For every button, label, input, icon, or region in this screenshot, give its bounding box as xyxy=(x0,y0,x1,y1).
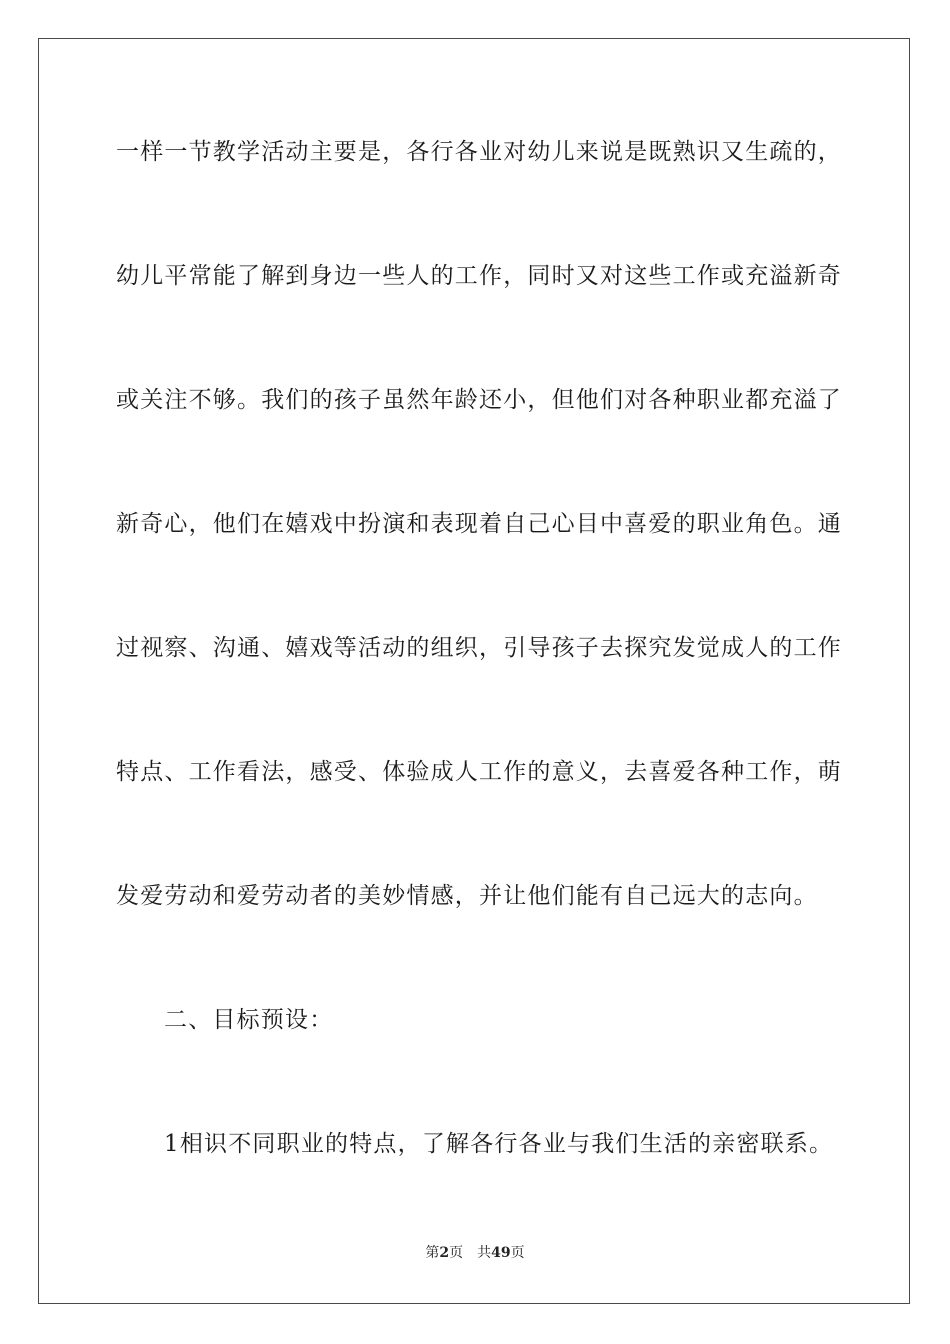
body-line-4: 新奇心，他们在嬉戏中扮演和表现着自己心目中喜爱的职业角色。通 xyxy=(116,511,842,537)
page-footer xyxy=(0,1244,950,1262)
page-frame xyxy=(38,38,910,1304)
page-suffix: 页 xyxy=(510,1245,525,1261)
body-line-7: 发爱劳动和爱劳动者的美妙情感，并让他们能有自己远大的志向。 xyxy=(116,883,818,909)
body-line-6: 特点、工作看法，感受、体验成人工作的意义，去喜爱各种工作，萌 xyxy=(116,759,842,785)
section-heading: 二、目标预设： xyxy=(164,1007,334,1033)
body-line-1: 一样一节教学活动主要是，各行各业对幼儿来说是既熟识又生疏的， xyxy=(116,139,842,165)
body-line-3: 或关注不够。我们的孩子虽然年龄还小，但他们对各种职业都充溢了 xyxy=(116,387,842,413)
page-mid: 页 共 xyxy=(449,1245,492,1261)
page-total: 49 xyxy=(491,1245,511,1261)
page-current: 2 xyxy=(439,1245,450,1261)
body-line-5: 过视察、沟通、嬉戏等活动的组织，引导孩子去探究发觉成人的工作 xyxy=(116,635,842,661)
body-line-2: 幼儿平常能了解到身边一些人的工作，同时又对这些工作或充溢新奇 xyxy=(116,263,842,289)
goal-item-1: 1相识不同职业的特点，了解各行各业与我们生活的亲密联系。 xyxy=(164,1131,834,1157)
page-prefix: 第 xyxy=(425,1245,440,1261)
